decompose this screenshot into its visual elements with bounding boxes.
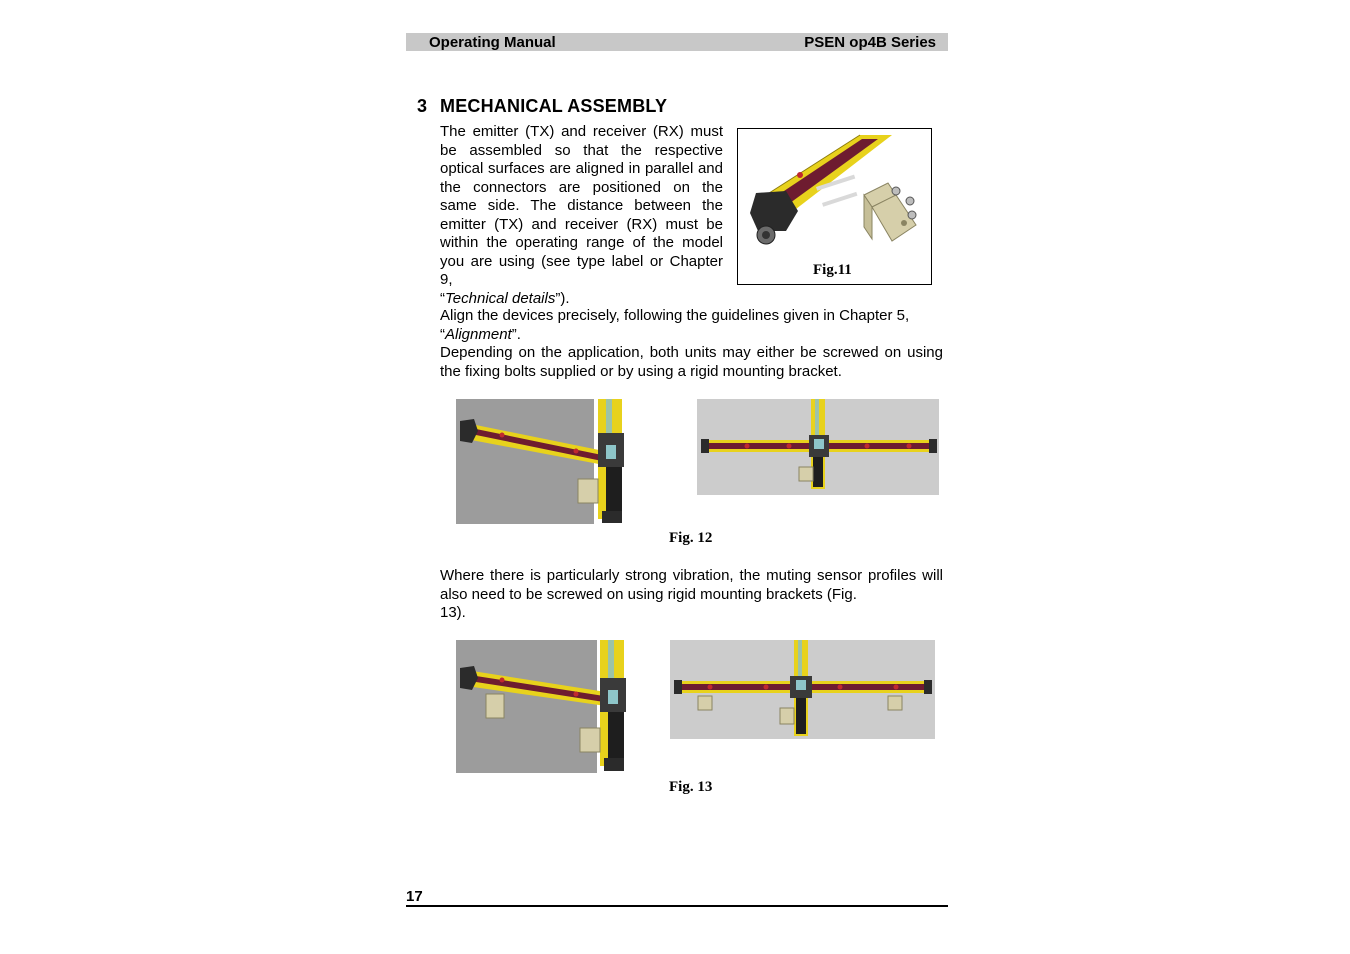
section-number: 3: [417, 96, 428, 116]
figure-13-caption: Fig. 13: [669, 779, 713, 795]
figure-12-right-image: [697, 399, 939, 495]
page-header: [406, 33, 948, 51]
page-number: 17: [406, 888, 423, 905]
paragraph-alignment: Align the devices precisely, following the guidelines given in Chapter 5, “Alignment”.: [440, 307, 910, 343]
paragraph-assembly-intro: The emitter (TX) and receiver (RX) must be assembled so that the respective optical surfaces are aligned in parallel and the connectors are positioned on the same side. The distance between the emitter (TX) and receiver (RX) must be within the operating range of the model you are using (see type label or Chapter 9, “Technical details”).: [440, 123, 723, 307]
header-series-name: PSEN op4B Series: [804, 34, 936, 51]
section-heading: [417, 96, 667, 117]
paragraph-mounting-options: Depending on the application, both units may either be screwed on using the fixing bolts supplied or by using a rigid mounting bracket.: [440, 344, 943, 380]
figure-13-right-image: [670, 640, 935, 739]
chapter-reference-alignment: Alignment: [445, 325, 512, 343]
figure-13-left-image: [456, 640, 632, 773]
figure-11-caption: Fig.11: [813, 262, 852, 278]
section-title: MECHANICAL ASSEMBLY: [440, 96, 668, 116]
footer-rule: [406, 905, 948, 907]
header-manual-title: Operating Manual: [429, 34, 556, 51]
figure-12-left-image: [456, 399, 632, 524]
figure-12-caption: Fig. 12: [669, 530, 713, 546]
figure-11-image: [738, 129, 931, 259]
paragraph-vibration-note: Where there is particularly strong vibration, the muting sensor profiles will also need to be screwed on using rigid mounting brackets (Fig. 13).: [440, 567, 943, 621]
chapter-reference-technical-details: Technical details: [445, 289, 556, 307]
